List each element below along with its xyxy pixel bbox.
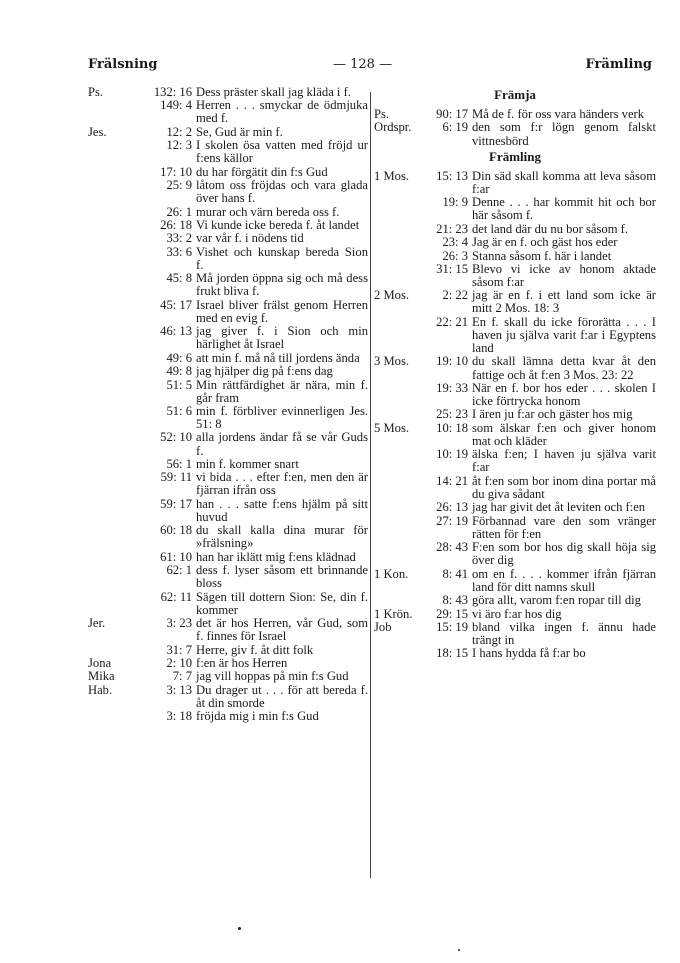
verse-reference: 46: 13 [160,324,192,339]
verse-reference: 12: 2 [166,124,192,139]
verse-reference: 61: 10 [160,549,192,564]
concordance-entry [88,365,368,378]
verse-reference: 59: 17 [160,496,192,511]
print-speck [458,949,460,951]
book-abbreviation: Ps. [88,85,104,99]
entry-text: du har förgätit din f:s Gud [196,164,328,179]
concordance-entry [374,475,656,501]
concordance-entry [88,126,368,139]
concordance-entry [88,524,368,550]
entry-text: den som f:r lögn genom falskt vittnesbörd [472,120,656,148]
concordance-entry [88,670,368,683]
entry-text: F:en som bor hos dig skall höja sig över dig [472,540,656,568]
book-abbreviation: 2 Mos. [374,288,409,303]
verse-reference: 7: 7 [172,669,192,684]
entry-text: Vishet och kunskap bereda Sion f. [196,244,368,272]
verse-reference: 29: 15 [436,606,468,621]
verse-reference: 33: 2 [166,231,192,246]
column-divider [370,92,371,878]
concordance-entry [374,316,656,355]
concordance-entry [88,684,368,710]
entry-text: du skall kalla dina murar för »frälsning» [196,523,368,551]
verse-reference: 26: 18 [160,218,192,233]
entry-text: låtom oss fröjdas och vara glada över hans f. [196,178,368,206]
concordance-entry [374,541,656,567]
book-abbreviation: Jona [88,656,112,671]
concordance-entry [374,250,656,263]
verse-reference: 51: 5 [166,377,192,392]
entry-text: det är hos Herren, vår Gud, som f. finnes för Israel [196,616,368,644]
verse-reference: 28: 43 [436,540,468,555]
concordance-entry [88,246,368,272]
concordance-entry [88,551,368,564]
entry-text: vi bida . . . efter f:en, men den är fjärran ifrån oss [196,470,368,498]
entry-text: vi äro f:ar hos dig [472,606,562,621]
verse-reference: 3: 23 [166,616,192,631]
concordance-entry [374,170,656,196]
concordance-entry [374,108,656,121]
verse-reference: 14: 21 [436,473,468,488]
concordance-entry [88,431,368,457]
entry-text: Må de f. för oss vara händers verk [472,107,645,122]
verse-reference: 49: 8 [166,364,192,379]
concordance-entry [88,710,368,723]
entry-text: min f. kommer snart [196,456,299,471]
verse-reference: 49: 6 [166,350,192,365]
concordance-entry [88,657,368,670]
verse-reference: 25: 9 [166,178,192,193]
entry-text: Blevo vi icke av honom aktade såsom f:ar [472,261,656,289]
book-abbreviation: 3 Mos. [374,354,409,369]
concordance-entry [88,379,368,405]
concordance-entry [88,458,368,471]
entry-text: bland vilka ingen f. ännu hade trängt in [472,619,656,647]
verse-reference: 12: 3 [166,138,192,153]
concordance-entry [374,355,656,381]
entry-text: som älskar f:en och giver honom mat och kläder [472,420,656,448]
concordance-entry [88,591,368,617]
entry-text: han har iklätt mig f:ens klädnad [196,549,356,564]
section-heading: Främja [494,87,536,102]
entry-text: det land där du nu bor såsom f. [472,221,628,236]
concordance-entry [88,179,368,205]
concordance-entry [88,325,368,351]
verse-reference: 17: 10 [160,164,192,179]
concordance-entry [374,608,656,621]
verse-reference: 26: 13 [436,500,468,515]
concordance-entry [374,501,656,514]
book-abbreviation: Ps. [374,107,390,122]
concordance-entry [88,99,368,125]
concordance-entry [88,617,368,643]
verse-reference: 19: 33 [436,380,468,395]
concordance-entry [374,568,656,594]
verse-reference: 10: 18 [436,420,468,435]
concordance-entry [88,272,368,298]
verse-reference: 62: 1 [166,563,192,578]
verse-reference: 45: 17 [160,297,192,312]
entry-text: att min f. må nå till jordens ända [196,350,360,365]
concordance-entry [374,121,656,147]
verse-reference: 149: 4 [160,98,192,113]
verse-reference: 59: 11 [160,470,192,485]
concordance-entry [88,405,368,431]
entry-text: åt f:en som bor inom dina portar må du giva sådant [472,473,656,501]
entry-text: Jag är en f. och gäst hos eder [472,235,618,250]
concordance-entry [374,647,656,660]
verse-reference: 15: 19 [436,619,468,634]
entry-text: I hans hydda få f:ar bo [472,646,586,661]
book-abbreviation: 1 Mos. [374,168,409,183]
header-right-keyword: Främling [585,57,652,72]
verse-reference: 31: 7 [166,642,192,657]
verse-reference: 60: 18 [160,523,192,538]
concordance-entry [88,299,368,325]
concordance-entry [374,236,656,249]
concordance-entry [88,166,368,179]
entry-text: fröjda mig i min f:s Gud [196,709,319,724]
right-column [374,86,656,661]
verse-reference: 2: 10 [166,656,192,671]
book-abbreviation: Mika [88,669,115,684]
concordance-entry [374,382,656,408]
book-abbreviation: Jes. [88,124,107,139]
verse-reference: 8: 43 [442,593,468,608]
print-speck [238,927,241,930]
entry-text: jag är en f. i ett land som icke är mitt 2 Mos. 18: 3 [472,288,656,316]
entry-text: jag har givit det åt leviten och f:en [472,500,646,515]
entry-text: f:en är hos Herren [196,656,288,671]
book-abbreviation: Job [374,619,392,634]
concordance-entry [374,594,656,607]
verse-reference: 15: 13 [436,168,468,183]
left-column [88,86,368,724]
concordance-entry [88,471,368,497]
entry-text: min f. förbliver evinnerligen Jes. 51: 8 [196,404,368,432]
concordance-entry [374,448,656,474]
section-heading: Främling [489,148,541,164]
verse-reference: 51: 6 [166,404,192,418]
verse-reference: 62: 11 [160,589,192,604]
concordance-entry [374,289,656,315]
concordance-entry [88,232,368,245]
page-number: — 128 — [333,57,393,72]
entry-text: Sägen till dottern Sion: Se, din f. kommer [196,589,368,617]
header-left-keyword: Frälsning [88,57,158,72]
verse-reference: 21: 23 [436,221,468,236]
entry-text: murar och värn bereda oss f. [196,204,340,219]
verse-reference: 22: 21 [436,314,468,329]
verse-reference: 52: 10 [160,430,192,445]
verse-reference: 2: 22 [442,288,468,303]
concordance-entry [374,422,656,448]
verse-reference: 18: 15 [436,646,468,661]
concordance-entry [374,223,656,236]
entry-text: Du drager ut . . . för att bereda f. åt din smorde [196,682,368,710]
entry-text: du skall lämna detta kvar åt den fattige och åt f:en 3 Mos. 23: 22 [472,354,656,382]
entry-text: Israel bliver frälst genom Herren med en evig f. [196,297,368,325]
verse-reference: 90: 17 [436,107,468,122]
concordance-entry [88,644,368,657]
concordance-entry [88,219,368,232]
verse-reference: 31: 15 [436,261,468,276]
book-abbreviation: 5 Mos. [374,420,409,435]
entry-text: Min rättfärdighet är nära, min f. går fram [196,377,368,405]
entry-text: Må jorden öppna sig och må dess frukt bliva f. [196,271,368,299]
concordance-entry [374,515,656,541]
concordance-entry [88,206,368,219]
verse-reference: 26: 1 [166,204,192,219]
verse-reference: 25: 23 [436,407,468,422]
entry-text: Vi kunde icke bereda f. åt landet [196,218,360,233]
verse-reference: 27: 19 [436,513,468,528]
book-abbreviation: Hab. [88,682,113,697]
verse-reference: 19: 10 [436,354,468,369]
entry-text: Herre, giv f. åt ditt folk [196,642,314,657]
verse-reference: 3: 18 [166,709,192,724]
verse-reference: 6: 19 [442,120,468,135]
verse-reference: 8: 41 [442,566,468,581]
verse-reference: 23: 4 [442,235,468,250]
concordance-entry [88,86,368,99]
entry-text: I ären ju f:ar och gäster hos mig [472,407,633,422]
entry-text: älska f:en; I haven ju själva varit f:ar [472,447,656,475]
verse-reference: 45: 8 [166,271,192,286]
concordance-entry [88,564,368,590]
entry-text: han . . . satte f:ens hjälm på sitt huvud [196,496,368,524]
entry-text: Stanna såsom f. här i landet [472,248,612,263]
book-abbreviation: Jer. [88,616,106,631]
entry-text: om en f. . . . kommer ifrån fjärran land för ditt namns skull [472,566,656,594]
concordance-entry [88,139,368,165]
entry-text: Herren . . . smyckar de ödmjuka med f. [196,98,368,126]
verse-reference: 3: 13 [166,682,192,697]
book-abbreviation: Ordspr. [374,120,412,135]
verse-reference: 33: 6 [166,244,192,259]
entry-text: När en f. bor hos eder . . . skolen I icke förtrycka honom [472,380,656,409]
entry-text: I skolen ösa vatten med fröjd ur f:ens källor [196,138,368,166]
entry-text: En f. skall du icke förorätta . . . I haven ju själva varit f:ar i Egyptens land [472,314,656,356]
entry-text: jag hjälper dig på f:ens dag [196,364,333,379]
concordance-entry [88,352,368,365]
verse-reference: 56: 1 [166,456,192,471]
entry-text: Denne . . . har kommit hit och bor här såsom f. [472,195,656,223]
concordance-entry [374,621,656,647]
entry-text: Dess präster skall jag kläda i f. [196,85,351,99]
verse-reference: 26: 3 [442,248,468,263]
entry-text: jag giver f. i Sion och min härlighet åt Israel [196,324,368,352]
entry-text: göra allt, varom f:en ropar till dig [472,593,641,608]
entry-text: Se, Gud är min f. [196,124,283,139]
concordance-entry [374,263,656,289]
verse-reference: 19: 9 [442,195,468,210]
concordance-entry [88,498,368,524]
entry-text: dess f. lyser såsom ett brinnande bloss [196,563,368,591]
entry-text: Förbannad vare den som vränger rätten för f:en [472,513,656,541]
entry-text: Din säd skall komma att leva såsom f:ar [472,168,656,196]
verse-reference: 132: 16 [153,85,192,99]
verse-reference: 10: 19 [436,447,468,462]
entry-text: var vår f. i nödens tid [196,231,304,246]
concordance-entry [374,408,656,421]
entry-text: alla jordens ändar få se vår Guds f. [196,430,368,458]
concordance-entry [374,196,656,222]
book-abbreviation: 1 Kon. [374,566,409,581]
book-abbreviation: 1 Krön. [374,606,413,621]
entry-text: jag vill hoppas på min f:s Gud [196,669,349,684]
